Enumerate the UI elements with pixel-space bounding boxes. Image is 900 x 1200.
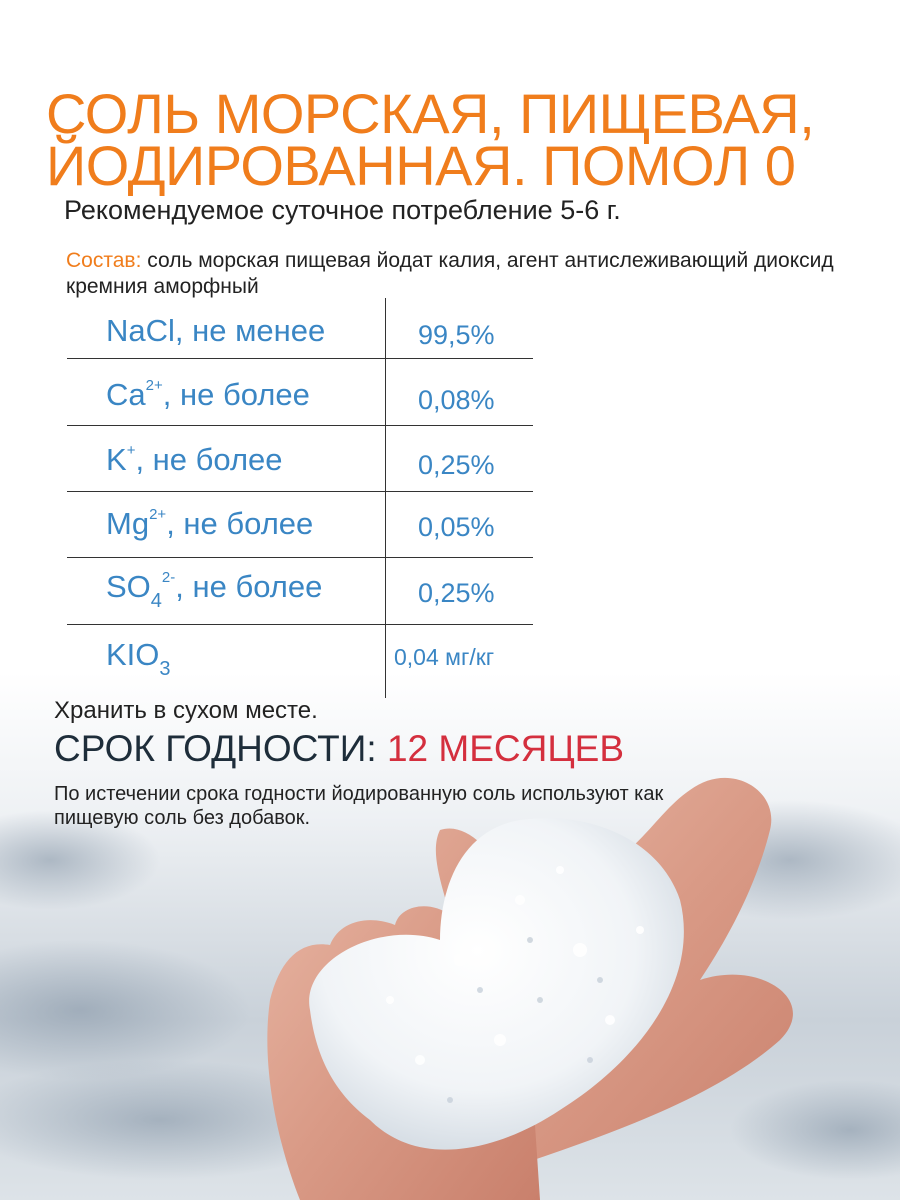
- row-value-text: 0,04 мг/кг: [394, 644, 495, 670]
- table-row-divider: [67, 425, 533, 426]
- row-name-superscript: +: [126, 442, 136, 459]
- product-title-line-1: СОЛЬ МОРСКАЯ, ПИЩЕВАЯ,: [46, 82, 815, 145]
- row-name-superscript: 2-: [161, 569, 176, 586]
- table-row-name-ca: [106, 377, 310, 413]
- row-name-text: SO: [106, 569, 151, 604]
- row-name-text: Mg: [106, 506, 150, 541]
- product-title-line-2: ЙОДИРОВАННАЯ. ПОМОЛ 0: [46, 134, 796, 197]
- row-value-text: 0,25%: [418, 450, 495, 480]
- row-name-text: NaCl, не менее: [106, 313, 326, 348]
- shelf-life-value: 12 МЕСЯЦЕВ: [386, 728, 625, 769]
- row-name-text: K: [106, 442, 127, 477]
- row-name-rest: , не более: [135, 442, 283, 477]
- composition-text: соль морская пищевая йодат калия, агент антислеживающий диоксид кремния аморфный: [66, 249, 834, 298]
- composition-label: Состав:: [66, 249, 142, 272]
- expiry-note: По истечении срока годности йодированную соль используют как пищевую соль без добавок.: [54, 783, 664, 829]
- row-name-rest: , не более: [162, 377, 310, 412]
- row-name-superscript: 2+: [149, 506, 167, 523]
- storage-instruction: Хранить в сухом месте.: [54, 697, 318, 724]
- row-name-text: Ca: [106, 377, 146, 412]
- row-value-text: 0,05%: [418, 512, 495, 542]
- row-value-text: 0,08%: [418, 385, 495, 415]
- table-row-divider: [67, 624, 533, 625]
- row-name-text: KIO: [106, 637, 160, 672]
- row-name-superscript: 2+: [145, 377, 163, 394]
- row-name-subscript: 4: [150, 590, 162, 612]
- row-name-rest: , не более: [166, 506, 314, 541]
- row-name-subscript: 3: [159, 658, 171, 680]
- table-row-name-so4: [106, 569, 323, 612]
- table-row-divider: [67, 358, 533, 359]
- row-value-text: 0,25%: [418, 578, 495, 608]
- table-row-name-nacl: [106, 313, 325, 349]
- table-row-divider: [67, 557, 533, 558]
- row-name-rest: , не более: [175, 569, 323, 604]
- daily-intake-text: Рекомендуемое суточное потребление 5-6 г.: [64, 195, 621, 225]
- table-row-name-k: [106, 442, 283, 478]
- table-row-name-mg: [106, 506, 313, 542]
- row-value-text: 99,5%: [418, 320, 495, 350]
- shelf-life-label: СРОК ГОДНОСТИ:: [54, 728, 377, 769]
- shelf-life: [54, 728, 624, 770]
- table-row-name-kio3: [106, 637, 171, 680]
- table-row-divider: [67, 491, 533, 492]
